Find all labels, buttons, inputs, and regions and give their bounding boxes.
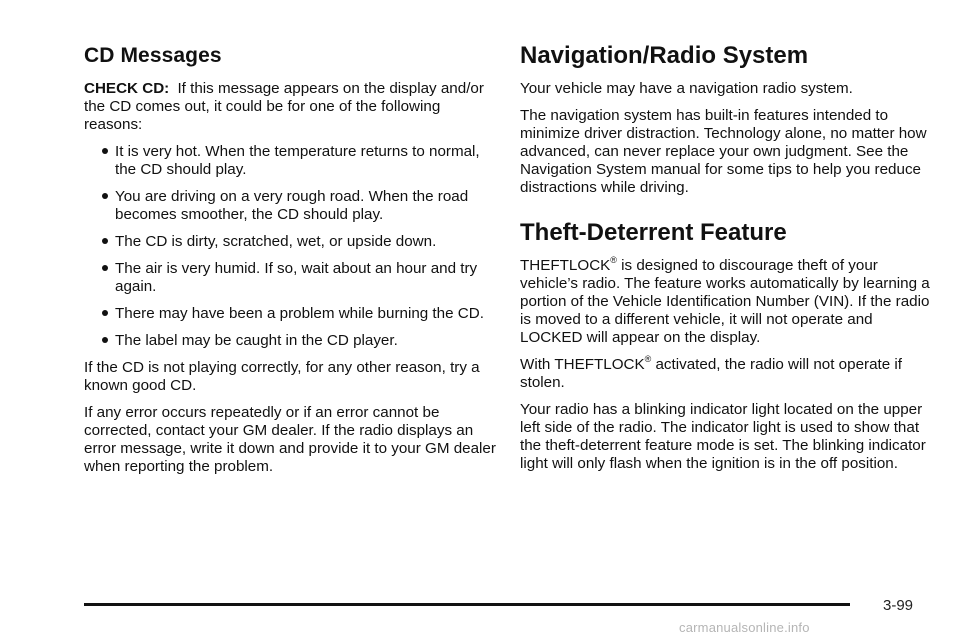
list-item bbox=[84, 305, 496, 323]
check-cd-text: If this message appears on the display and/or the CD comes out, it could be for one of the following reasons: bbox=[84, 80, 484, 133]
list-item-text: It is very hot. When the temperature returns to normal, the CD should play. bbox=[115, 143, 480, 178]
bullet-icon bbox=[102, 337, 108, 343]
bullet-icon bbox=[102, 193, 108, 199]
list-item-text: The air is very humid. If so, wait about an hour and try again. bbox=[115, 260, 478, 295]
theftlock-pre-2: With THEFTLOCK bbox=[520, 356, 645, 373]
right-column bbox=[520, 42, 932, 482]
bullet-icon bbox=[102, 238, 108, 244]
registered-mark: ® bbox=[610, 254, 617, 265]
navigation-paragraph-1: Your vehicle may have a navigation radio system. bbox=[520, 80, 853, 97]
reasons-list bbox=[84, 143, 496, 350]
navigation-paragraph-2: The navigation system has built-in features intended to minimize driver distraction. Technology alone, no matter how advanced, can never replace your own judgment. See the Navigation System manual for some tips to help you reduce distractions while driving. bbox=[520, 107, 927, 196]
theftlock-paragraph-2 bbox=[520, 353, 932, 392]
watermark: carmanualsonline.info bbox=[679, 620, 810, 635]
theftlock-brand: THEFTLOCK bbox=[520, 257, 611, 274]
theftlock-paragraph-1 bbox=[520, 254, 932, 347]
list-item-text: The CD is dirty, scratched, wet, or upside down. bbox=[115, 233, 437, 250]
list-item bbox=[84, 260, 496, 296]
theftlock-text-2: activated, the radio will not operate if stolen. bbox=[520, 356, 902, 391]
list-item bbox=[84, 332, 496, 350]
list-item bbox=[84, 188, 496, 224]
list-item-text: You are driving on a very rough road. When the road becomes smoother, the CD should play. bbox=[115, 188, 469, 223]
footer-rule bbox=[84, 603, 850, 606]
theft-deterrent-heading: Theft-Deterrent Feature bbox=[520, 219, 787, 246]
theftlock-text-1: is designed to discourage theft of your vehicle’s radio. The feature works automatically by learning a portion of the Vehicle Identification Number (VIN). If the radio is moved to a different vehicle, it will not operate and LOCKED will appear on the display. bbox=[520, 257, 930, 346]
bullet-icon bbox=[102, 148, 108, 154]
page-number: 3-99 bbox=[883, 597, 914, 614]
list-item bbox=[84, 143, 496, 179]
list-item-text: The label may be caught in the CD player. bbox=[115, 332, 398, 349]
good-cd-paragraph: If the CD is not playing correctly, for any other reason, try a known good CD. bbox=[84, 359, 480, 394]
indicator-light-paragraph: Your radio has a blinking indicator light located on the upper left side of the radio. The indicator light is used to show that the theft-deterrent feature mode is set. The blinking indicator light will only flash when the ignition is in the off position. bbox=[520, 401, 926, 472]
bullet-icon bbox=[102, 265, 108, 271]
error-paragraph: If any error occurs repeatedly or if an error cannot be corrected, contact your GM dealer. If the radio displays an error message, write it down and provide it to your GM dealer when reporting the problem. bbox=[84, 404, 496, 475]
cd-messages-heading: CD Messages bbox=[84, 44, 222, 67]
registered-mark: ® bbox=[644, 353, 652, 364]
check-cd-label: CHECK CD: bbox=[84, 80, 170, 97]
check-cd-paragraph bbox=[84, 80, 496, 134]
navigation-heading: Navigation/Radio System bbox=[520, 42, 809, 69]
left-column bbox=[84, 44, 496, 485]
bullet-icon bbox=[102, 310, 108, 316]
list-item-text: There may have been a problem while burning the CD. bbox=[115, 305, 484, 322]
list-item bbox=[84, 233, 496, 251]
